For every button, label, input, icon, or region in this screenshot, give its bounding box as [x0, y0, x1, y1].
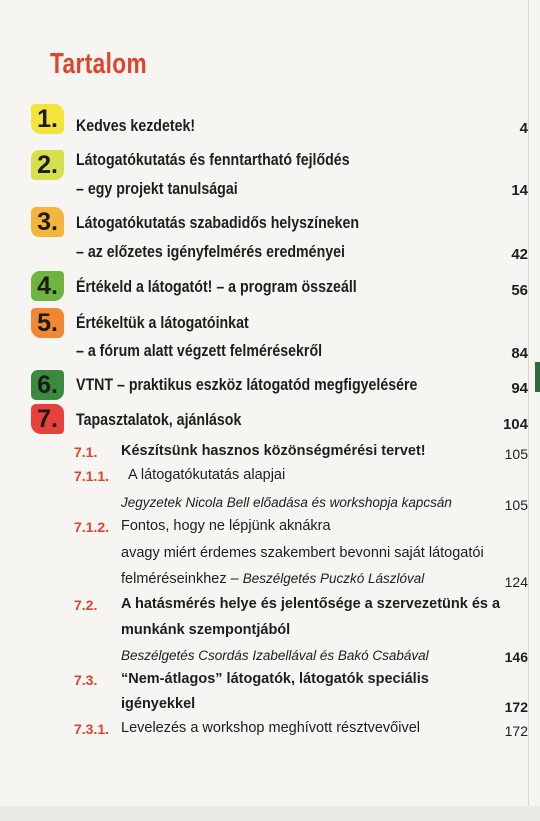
chapter-1-title[interactable]: Kedves kezdetek! [76, 117, 196, 135]
section-7-1-2-line3-text: felméréseinkhez – [121, 571, 243, 587]
chapter-6-title[interactable]: VTNT – praktikus eszköz látogatód megfigyelésére [76, 376, 418, 394]
section-7-1-2-line2: avagy miért érdemes szakembert bevonni saját látogatói [121, 545, 484, 561]
chapter-3-subtitle: – az előzetes igényfelmérés eredményei [76, 243, 345, 261]
section-7-3-page: 172 [504, 699, 528, 715]
chapter-4-badge: 4. [31, 271, 64, 301]
chapter-2-badge: 2. [31, 150, 64, 180]
section-7-3-number: 7.3. [74, 672, 98, 688]
chapter-5-subtitle: – a fórum alatt végzett felmérésekről [76, 342, 323, 360]
section-7-1-2-number: 7.1.2. [74, 519, 110, 535]
tab-marker [535, 362, 540, 392]
section-7-1-title[interactable]: Készítsünk hasznos közönségmérési tervet! [121, 443, 426, 459]
chapter-3-badge: 3. [31, 207, 64, 237]
section-7-3-line2: igényekkel [121, 696, 196, 712]
chapter-3-page: 42 [511, 246, 528, 263]
section-7-1-2-title[interactable]: Fontos, hogy ne lépjünk aknákra [121, 518, 331, 534]
section-7-1-2-line3 [121, 571, 424, 587]
chapter-6-badge: 6. [31, 370, 64, 400]
chapter-2-subtitle: – egy projekt tanulságai [76, 180, 238, 198]
section-7-2-page: 146 [504, 649, 528, 665]
chapter-7-page: 104 [502, 416, 528, 433]
section-7-2-number: 7.2. [74, 597, 98, 613]
chapter-2-page: 14 [511, 182, 528, 199]
section-7-2-line2: munkánk szempontjából [121, 622, 291, 638]
section-7-1-2-page: 124 [504, 574, 528, 590]
chapter-1-page: 4 [519, 120, 528, 137]
chapter-4-page: 56 [511, 282, 528, 299]
section-7-3-1-number: 7.3.1. [74, 721, 110, 737]
page-bottom-edge [0, 806, 540, 821]
page-title: Tartalom [50, 48, 147, 80]
section-7-1-1-note: Jegyzetek Nicola Bell előadása és workshopja kapcsán [121, 495, 452, 510]
chapter-1-badge: 1. [31, 104, 64, 134]
section-7-1-number: 7.1. [74, 444, 98, 460]
chapter-7-title[interactable]: Tapasztalatok, ajánlások [76, 411, 242, 429]
section-7-1-1-title[interactable]: A látogatókutatás alapjai [128, 467, 286, 483]
chapter-5-title[interactable]: Értékeltük a látogatóinkat [76, 314, 249, 332]
chapter-5-page: 84 [511, 345, 528, 362]
section-7-1-1-number: 7.1.1. [74, 468, 110, 484]
section-7-1-page: 105 [504, 446, 528, 462]
section-7-3-1-title[interactable]: Levelezés a workshop meghívott résztvevőivel [121, 720, 421, 736]
chapter-5-badge: 5. [31, 308, 64, 338]
section-7-1-1-page: 105 [504, 497, 528, 513]
chapter-7-badge: 7. [31, 404, 64, 434]
section-7-2-note: Beszélgetés Csordás Izabellával és Bakó Csabával [121, 648, 429, 663]
chapter-2-title[interactable]: Látogatókutatás és fenntartható fejlődés [76, 151, 350, 169]
chapter-6-page: 94 [511, 380, 528, 397]
chapter-4-title[interactable]: Értékeld a látogatót! – a program összeáll [76, 278, 357, 296]
page-fold [528, 0, 529, 821]
section-7-2-title[interactable]: A hatásmérés helye és jelentősége a szervezetünk és a [121, 596, 501, 612]
chapter-3-title[interactable]: Látogatókutatás szabadidős helyszíneken [76, 214, 360, 232]
section-7-3-title[interactable]: “Nem-átlagos” látogatók, látogatók speciális [121, 671, 429, 687]
section-7-1-2-note: Beszélgetés Puczkó Lászlóval [242, 571, 425, 586]
section-7-3-1-page: 172 [504, 723, 528, 739]
